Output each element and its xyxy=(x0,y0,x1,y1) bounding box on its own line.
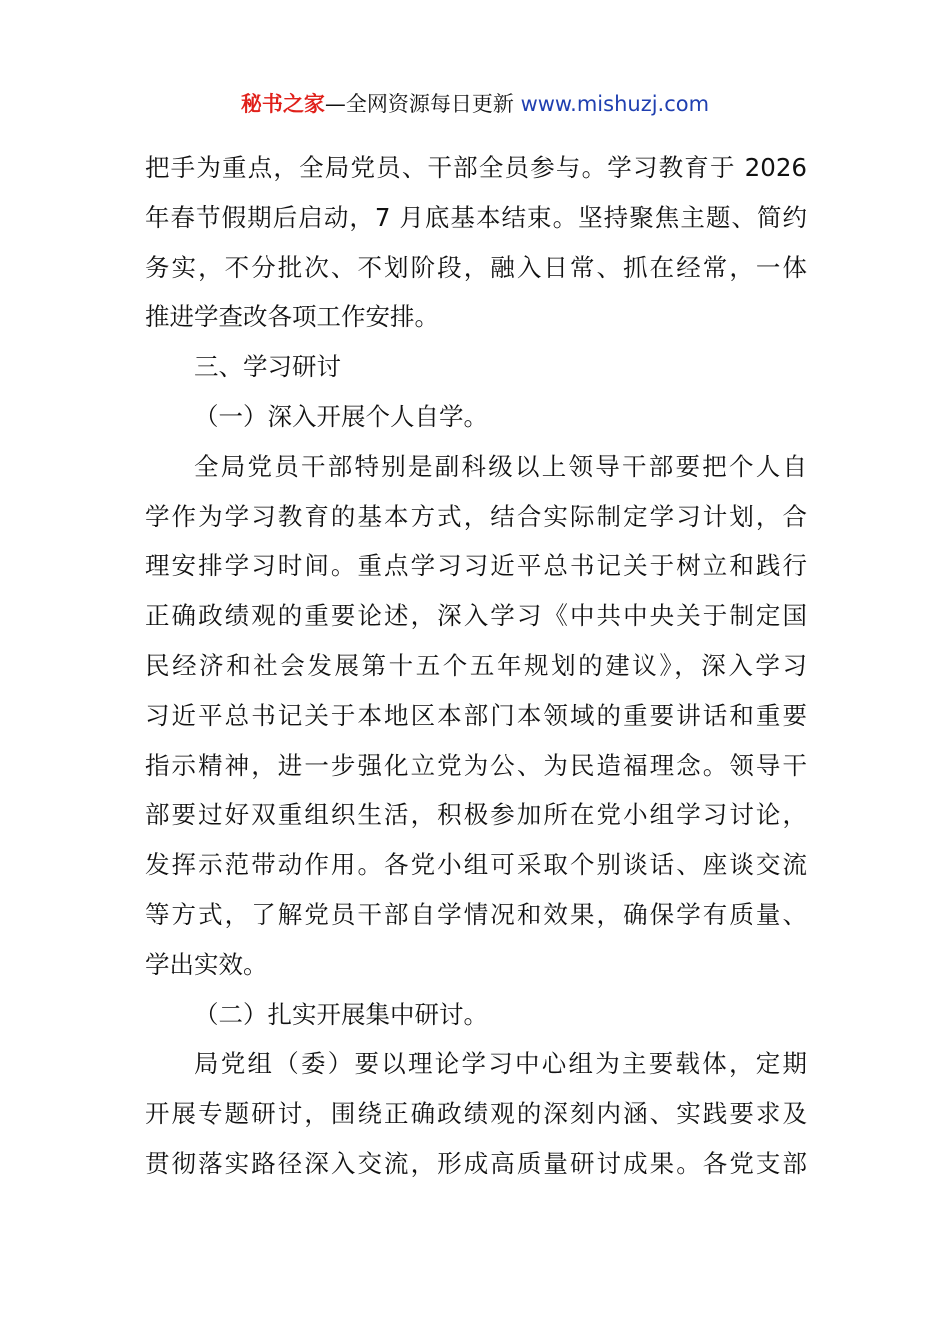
subheading-group-study xyxy=(145,990,807,1040)
text-line: 指示精神，进一步强化立党为公、为民造福理念。领导干 xyxy=(145,750,807,780)
text-line: 发挥示范带动作用。各党小组可采取个别谈话、座谈交流 xyxy=(145,850,807,880)
text-line: 开展专题研讨，围绕正确政绩观的深刻内涵、实践要求及 xyxy=(145,1099,807,1129)
text-line: 贯彻落实路径深入交流，形成高质量研讨成果。各党支部 xyxy=(145,1148,807,1178)
text-line: 把手为重点，全局党员、干部全员参与。学习教育于 2026 xyxy=(145,153,807,182)
text-line: 部要过好双重组织生活，积极参加所在党小组学习讨论， xyxy=(145,800,807,830)
text-line: 习近平总书记关于本地区本部门本领域的重要讲话和重要 xyxy=(145,700,807,730)
subheading-self-study xyxy=(145,392,807,442)
subheading-text: （一）深入开展个人自学。 xyxy=(194,401,488,431)
text-line: 理安排学习时间。重点学习习近平总书记关于树立和践行 xyxy=(145,551,807,581)
text-line: 局党组（委）要以理论学习中心组为主要载体，定期 xyxy=(194,1049,807,1079)
text-line: 务实，不分批次、不划阶段，融入日常、抓在经常，一体 xyxy=(145,252,807,282)
section-heading-text: 三、学习研讨 xyxy=(194,352,341,382)
text-line: 全局党员干部特别是副科级以上领导干部要把个人自 xyxy=(194,451,807,481)
site-slogan: —全网资源每日更新 xyxy=(324,92,521,116)
paragraph-intro xyxy=(145,143,807,342)
text-line: 学出实效。 xyxy=(145,949,268,979)
paragraph-self-study xyxy=(145,442,807,990)
document-body xyxy=(145,143,807,1189)
section-heading-study xyxy=(145,342,807,392)
text-line: 等方式，了解党员干部自学情况和效果，确保学有质量、 xyxy=(145,899,807,929)
site-header xyxy=(0,88,950,120)
site-brand: 秘书之家 xyxy=(240,92,325,116)
text-line: 学作为学习教育的基本方式，结合实际制定学习计划，合 xyxy=(145,501,807,531)
site-url-link[interactable]: www.mishuzj.com xyxy=(520,92,710,116)
text-line: 民经济和社会发展第十五个五年规划的建议》，深入学习 xyxy=(145,650,807,680)
text-line: 正确政绩观的重要论述，深入学习《中共中央关于制定国 xyxy=(145,601,807,631)
paragraph-group-study xyxy=(145,1039,807,1188)
subheading-text: （二）扎实开展集中研讨。 xyxy=(194,999,488,1029)
text-line: 年春节假期后启动，7 月底基本结束。坚持聚焦主题、简约 xyxy=(145,202,807,232)
text-line: 推进学查改各项工作安排。 xyxy=(145,302,439,332)
